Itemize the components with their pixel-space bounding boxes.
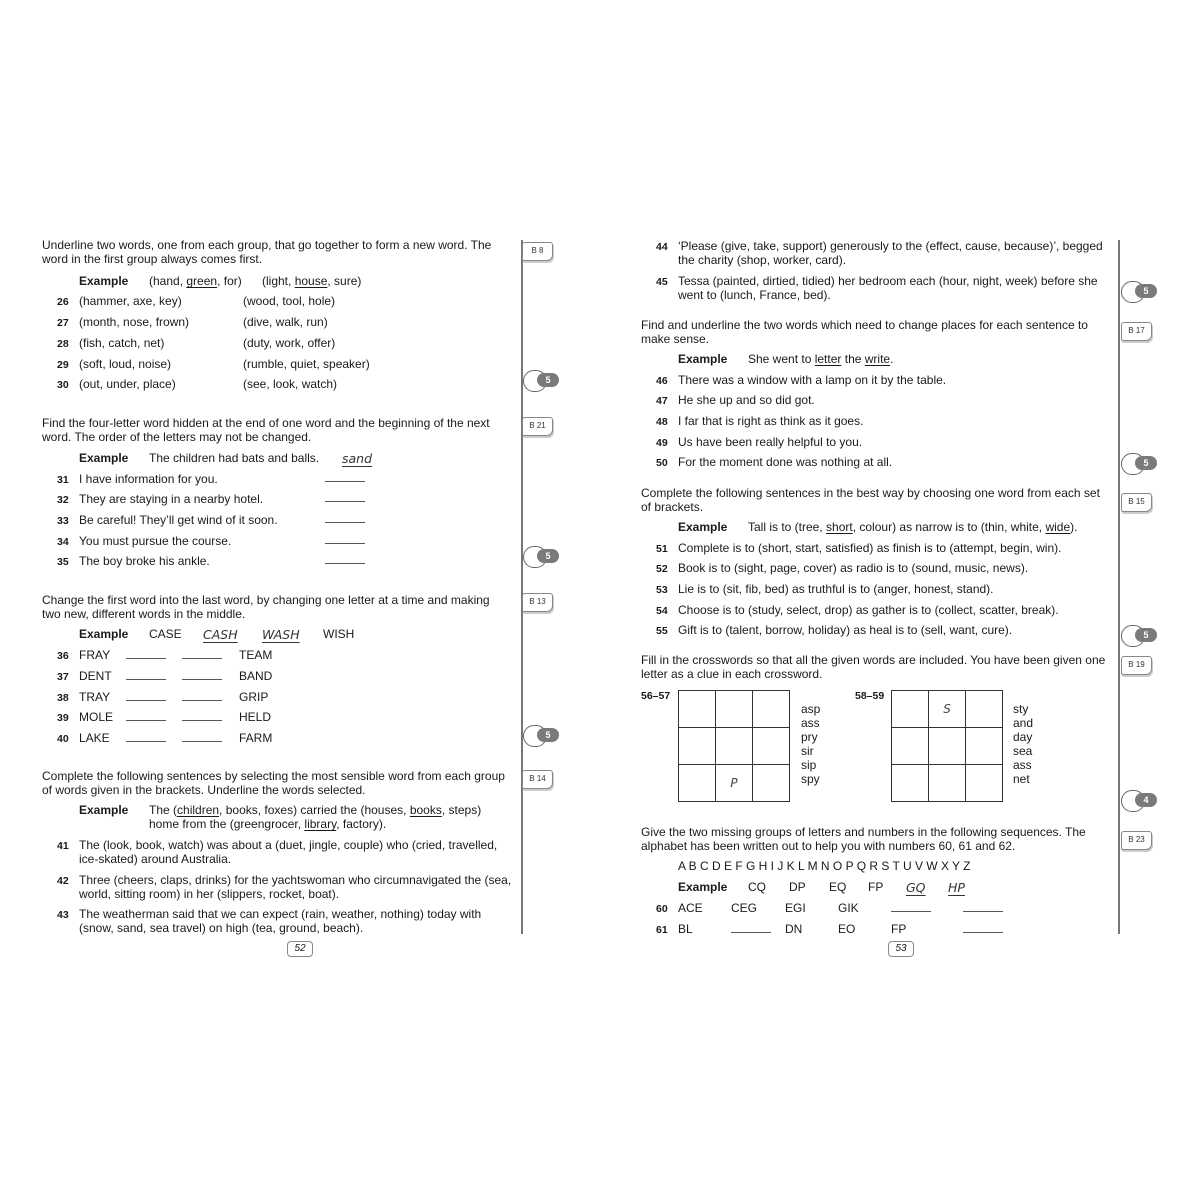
instruction: Underline two words, one from each group, that go together to form a new word. The word in the first group always comes first. — [42, 238, 492, 266]
crossword-grid-2[interactable] — [891, 690, 1003, 802]
crossword-cell[interactable] — [966, 728, 1003, 765]
score-badge: 5 — [1121, 281, 1157, 301]
crossword-cell[interactable] — [679, 765, 716, 802]
handwritten-answer: GQ — [906, 880, 926, 895]
answer-blank[interactable] — [126, 700, 166, 701]
answer-blank[interactable] — [126, 741, 166, 742]
book-reference-tab: B 17 — [1121, 322, 1152, 341]
example-row: Example CASE CASH WASH WISH — [79, 627, 355, 642]
crossword-cell[interactable] — [716, 691, 753, 728]
book-reference-tab: B 8 — [522, 242, 553, 261]
crossword-cell[interactable] — [753, 691, 790, 728]
question-58-59: 58–59 — [855, 690, 885, 702]
crossword-cell[interactable] — [892, 728, 929, 765]
crossword-cell[interactable] — [679, 691, 716, 728]
instruction: Give the two missing groups of letters and numbers in the following sequences. The alphabet has been written out to help you with numbers 60, 61 and 62. — [641, 825, 1086, 853]
crossword-cell[interactable] — [753, 765, 790, 802]
example-row: Example Tall is to (tree, short, colour) as narrow is to (thin, white, wide). — [678, 520, 1078, 534]
word-list-2: sty and day sea ass net — [1013, 702, 1034, 786]
handwritten-answer: sand — [342, 451, 373, 466]
answer-blank[interactable] — [325, 522, 365, 523]
crossword-cell[interactable] — [966, 691, 1003, 728]
answer-blank[interactable] — [182, 700, 222, 701]
book-reference-tab: B 23 — [1121, 831, 1152, 850]
crossword-cell[interactable] — [966, 765, 1003, 802]
example-row: Example CQ DP EQ FP GQ HP — [678, 880, 965, 895]
page-number: 52 — [287, 941, 313, 957]
answer-blank[interactable] — [182, 720, 222, 721]
crossword-cell[interactable] — [892, 765, 929, 802]
score-badge: 4 — [1121, 790, 1157, 810]
word-list-1: asp ass pry sir sip spy — [801, 702, 821, 786]
instruction: Fill in the crosswords so that all the given words are included. You have been given one letter as a clue in each crossword. — [641, 653, 1106, 681]
answer-blank[interactable] — [963, 911, 1003, 912]
crossword-clue-cell[interactable]: P — [716, 765, 753, 802]
answer-blank[interactable] — [325, 543, 365, 544]
instruction: Find the four-letter word hidden at the end of one word and the beginning of the next word. The order of the letters may not be changed. — [42, 416, 490, 444]
margin-line — [1118, 240, 1120, 934]
answer-blank[interactable] — [126, 720, 166, 721]
book-reference-tab: B 14 — [522, 770, 553, 789]
answer-blank[interactable] — [325, 501, 365, 502]
crossword-cell[interactable] — [753, 728, 790, 765]
answer-blank[interactable] — [325, 563, 365, 564]
handwritten-answer: CASH — [203, 627, 238, 642]
instruction: Find and underline the two words which need to change places for each sentence to make sense. — [641, 318, 1088, 346]
example-row: Example (hand, green, for) (light, house, sure) — [79, 274, 362, 288]
example-row: Example The (children, books, foxes) carried the (houses, books, steps) home from the (greengrocer, library, factory). — [79, 803, 482, 831]
instruction: Complete the following sentences in the best way by choosing one word from each set of brackets. — [641, 486, 1100, 514]
answer-blank[interactable] — [325, 481, 365, 482]
score-badge: 5 — [523, 546, 559, 566]
instruction: Change the first word into the last word, by changing one letter at a time and making two new, different words in the middle. — [42, 593, 490, 621]
score-badge: 5 — [1121, 453, 1157, 473]
crossword-clue-cell[interactable]: S — [929, 691, 966, 728]
crossword-cell[interactable] — [929, 728, 966, 765]
score-badge: 5 — [523, 370, 559, 390]
book-reference-tab: B 13 — [522, 593, 553, 612]
page-number: 53 — [888, 941, 914, 957]
book-reference-tab: B 19 — [1121, 656, 1152, 675]
instruction: Complete the following sentences by selecting the most sensible word from each group of words given in the brackets. Underline the words selected. — [42, 769, 505, 797]
answer-blank[interactable] — [126, 679, 166, 680]
handwritten-answer: HP — [948, 880, 965, 895]
score-badge: 5 — [1121, 625, 1157, 645]
score-badge: 5 — [523, 725, 559, 745]
answer-blank[interactable] — [182, 741, 222, 742]
book-reference-tab: B 21 — [522, 417, 553, 436]
answer-blank[interactable] — [126, 658, 166, 659]
answer-blank[interactable] — [182, 658, 222, 659]
answer-blank[interactable] — [891, 911, 931, 912]
crossword-cell[interactable] — [929, 765, 966, 802]
example-row: Example The children had bats and balls. sand — [79, 451, 373, 466]
margin-line — [521, 240, 523, 934]
book-reference-tab: B 15 — [1121, 493, 1152, 512]
answer-blank[interactable] — [182, 679, 222, 680]
example-row: Example She went to letter the write. — [678, 352, 894, 366]
answer-blank[interactable] — [731, 932, 771, 933]
crossword-cell[interactable] — [892, 691, 929, 728]
crossword-grid-1[interactable] — [678, 690, 790, 802]
question-56-57: 56–57 — [641, 690, 671, 702]
answer-blank[interactable] — [963, 932, 1003, 933]
crossword-cell[interactable] — [716, 728, 753, 765]
crossword-cell[interactable] — [679, 728, 716, 765]
alphabet-helper: A B C D E F G H I J K L M N O P Q R S T U V W X Y Z — [678, 859, 971, 873]
handwritten-answer: WASH — [262, 627, 300, 642]
